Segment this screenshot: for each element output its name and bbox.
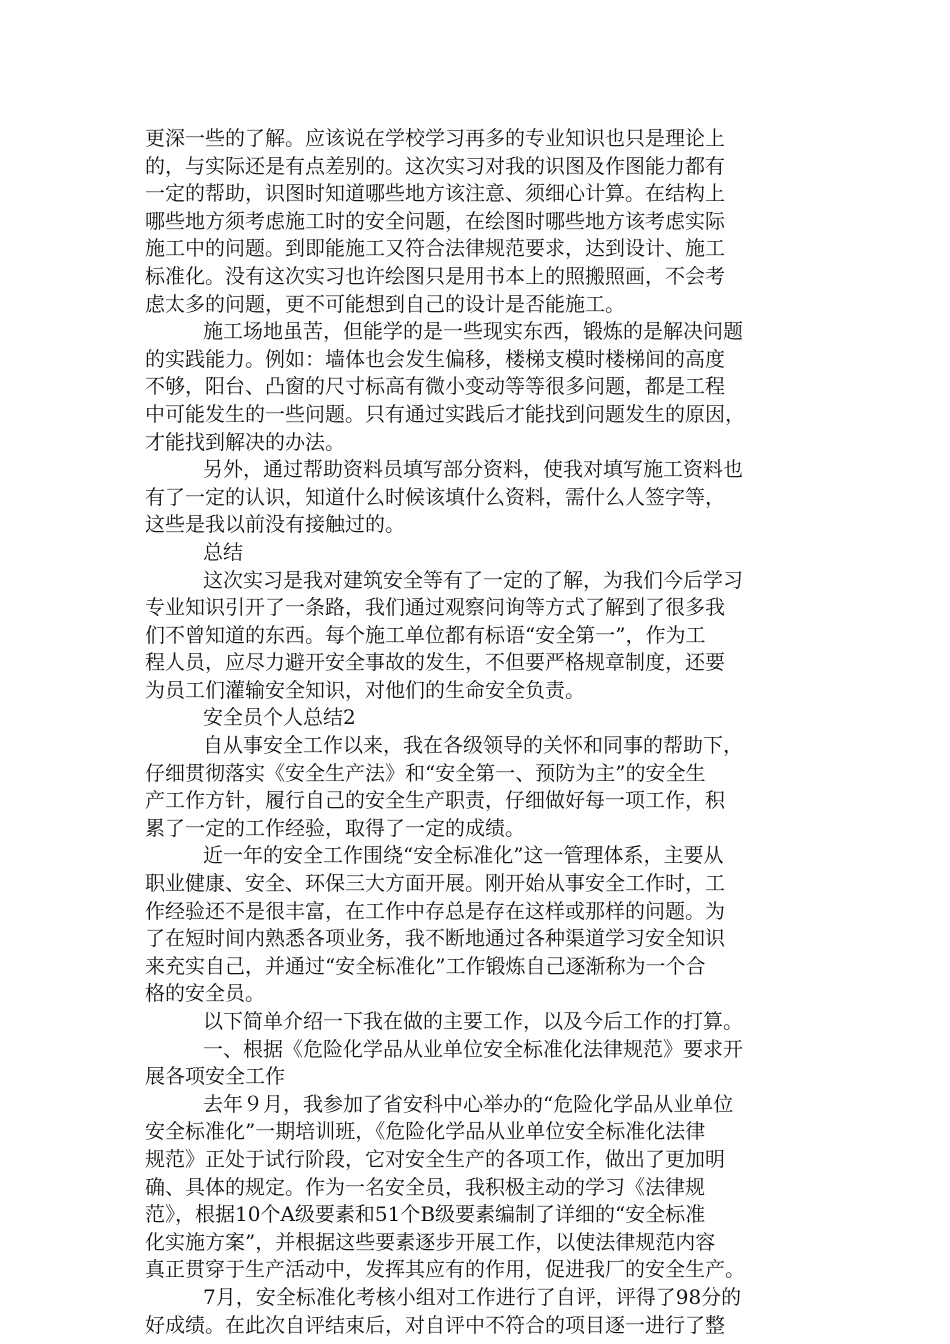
paragraph (145, 1284, 805, 1339)
text-line: 虑太多的问题，更不可能想到自己的设计是否能施工。 (145, 291, 625, 316)
text-line: 一、根据《危险化学品从业单位安全标准化法律规范》要求开 (203, 1036, 743, 1061)
text-line: 哪些地方须考虑施工时的安全问题，在绘图时哪些地方该考虑实际 (145, 208, 725, 233)
text-line: 才能找到解决的办法。 (145, 429, 345, 454)
text-line: 程人员，应尽力避开安全事故的发生，不但要严格规章制度，还要 (145, 650, 725, 675)
text-line: 的，与实际还是有点差别的。这次实习对我的识图及作图能力都有 (145, 153, 725, 178)
paragraph (145, 567, 805, 705)
text-line: 真正贯穿于生产活动中，发挥其应有的作用，促进我厂的安全生产。 (145, 1257, 745, 1282)
text-line: 化实施方案”，并根据这些要素逐步开展工作，以使法律规范内容 (145, 1229, 716, 1254)
text-line: 格的安全员。 (145, 981, 265, 1006)
paragraph (145, 732, 805, 842)
text-line: 另外，通过帮助资料员填写部分资料，使我对填写施工资料也 (203, 457, 743, 482)
text-line: 为员工们灌输安全知识，对他们的生命安全负责。 (145, 677, 585, 702)
text-line: 展各项安全工作 (145, 1064, 285, 1089)
text-line: 确、具体的规定。作为一名安全员，我积极主动的学习《法律规 (145, 1174, 705, 1199)
paragraph (145, 539, 805, 567)
paragraph (145, 318, 805, 456)
document-body (145, 125, 805, 1339)
text-line: 专业知识引开了一条路，我们通过观察问询等方式了解到了很多我 (145, 595, 725, 620)
paragraph (145, 125, 805, 318)
paragraph (145, 1008, 805, 1036)
text-line: 这些是我以前没有接触过的。 (145, 512, 405, 537)
text-line: 范》，根据10个A级要素和51个B级要素编制了详细的“安全标准 (145, 1202, 706, 1227)
text-line: 产工作方针，履行自己的安全生产职责，仔细做好每一项工作，积 (145, 788, 725, 813)
paragraph (145, 704, 805, 732)
text-line: 安全标准化”一期培训班，《危险化学品从业单位安全标准化法律 (145, 1119, 706, 1144)
text-line: 好成绩。在此次自评结束后，对自评中不符合的项目逐一进行了整 (145, 1312, 725, 1337)
text-line: 中可能发生的一些问题。只有通过实践后才能找到问题发生的原因， (145, 401, 745, 426)
text-line: 更深一些的了解。应该说在学校学习再多的专业知识也只是理论上 (145, 126, 725, 150)
text-line: 这次实习是我对建筑安全等有了一定的了解，为我们今后学习 (203, 567, 743, 592)
text-line: 们不曾知道的东西。每个施工单位都有标语“安全第一”，作为工 (145, 622, 706, 647)
paragraph (145, 1036, 805, 1091)
text-line: 累了一定的工作经验，取得了一定的成绩。 (145, 815, 525, 840)
text-line: 的实践能力。例如：墙体也会发生偏移，楼梯支模时楼梯间的高度 (145, 346, 725, 371)
text-line: 职业健康、安全、环保三大方面开展。刚开始从事安全工作时，工 (145, 871, 725, 896)
text-line: 规范》正处于试行阶段，它对安全生产的各项工作，做出了更加明 (145, 1146, 725, 1171)
paragraph (145, 1091, 805, 1284)
text-line: 标准化。没有这次实习也许绘图只是用书本上的照搬照画，不会考 (145, 263, 725, 288)
paragraph (145, 842, 805, 1008)
text-line: 去年９月，我参加了省安科中心举办的“危险化学品从业单位 (203, 1091, 734, 1116)
text-line: 安全员个人总结2 (203, 705, 356, 730)
text-line: 施工中的问题。到即能施工又符合法律规范要求，达到设计、施工 (145, 236, 725, 261)
text-line: 自从事安全工作以来，我在各级领导的关怀和同事的帮助下， (203, 733, 743, 758)
text-line: 仔细贯彻落实《安全生产法》和“安全第一、预防为主”的安全生 (145, 760, 706, 785)
text-line: 作经验还不是很丰富，在工作中存总是存在这样或那样的问题。为 (145, 898, 725, 923)
text-line: 总结 (203, 539, 243, 564)
text-line: 有了一定的认识，知道什么时候该填什么资料，需什么人签字等， (145, 484, 725, 509)
text-line: 了在短时间内熟悉各项业务，我不断地通过各种渠道学习安全知识 (145, 926, 725, 951)
text-line: 不够，阳台、凸窗的尺寸标高有微小变动等等很多问题，都是工程 (145, 374, 725, 399)
text-line: 7月，安全标准化考核小组对工作进行了自评，评得了98分的 (203, 1284, 742, 1309)
paragraph (145, 456, 805, 539)
text-line: 一定的帮助，识图时知道哪些地方该注意、须细心计算。在结构上 (145, 181, 725, 206)
text-line: 以下简单介绍一下我在做的主要工作，以及今后工作的打算。 (203, 1009, 743, 1033)
text-line: 施工场地虽苦，但能学的是一些现实东西，锻炼的是解决问题 (203, 319, 743, 344)
text-line: 来充实自己，并通过“安全标准化”工作锻炼自己逐渐称为一个合 (145, 953, 706, 978)
text-line: 近一年的安全工作围绕“安全标准化”这一管理体系，主要从 (203, 843, 724, 868)
